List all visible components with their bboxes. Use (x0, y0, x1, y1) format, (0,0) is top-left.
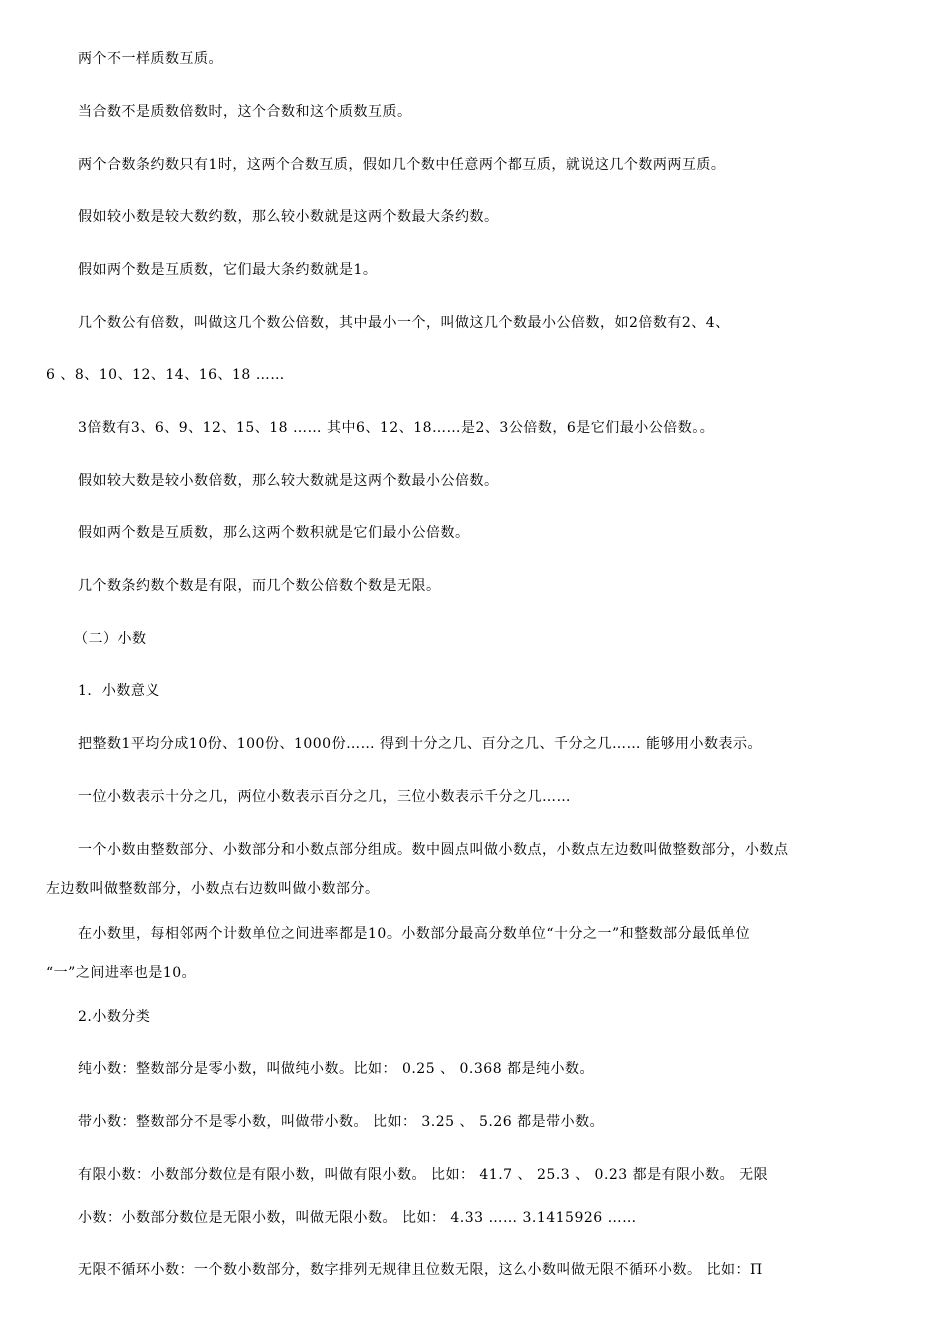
section-heading: （二）小数 (74, 631, 147, 647)
text-line: 假如较大数是较小数倍数，那么较大数就是这两个数最小公倍数。 (78, 473, 499, 489)
text-line: 几个数公有倍数，叫做这几个数公倍数，其中最小一个，叫做这几个数最小公倍数，如2倍数有2、4、 (78, 315, 730, 331)
text-line: 当合数不是质数倍数时，这个合数和这个质数互质。 (78, 104, 412, 120)
text-line: 假如两个数是互质数，它们最大条约数就是1。 (78, 262, 378, 278)
text-line: 带小数：整数部分不是零小数，叫做带小数。 比如： 3.25 、 5.26 都是带小数。 (78, 1114, 605, 1130)
text-line: 3倍数有3、6、9、12、15、18 …… 其中6、12、18……是2、3公倍数，6是它们最小公倍数。。 (78, 420, 715, 436)
text-line: 左边数叫做整数部分，小数点右边数叫做小数部分。 (46, 881, 380, 897)
text-line: 几个数条约数个数是有限，而几个数公倍数个数是无限。 (78, 578, 441, 594)
text-line: 6 、8、10、12、14、16、18 …… (46, 367, 285, 383)
text-line: 纯小数：整数部分是零小数，叫做纯小数。比如： 0.25 、 0.368 都是纯小数。 (78, 1061, 595, 1077)
text-line: 在小数里，每相邻两个计数单位之间进率都是10。小数部分最高分数单位“十分之一”和整数部分最低单位 (78, 926, 751, 942)
subsection-heading: 1．小数意义 (78, 683, 160, 699)
text-line: 两个不一样质数互质。 (78, 51, 223, 67)
subsection-heading: 2.小数分类 (78, 1009, 151, 1025)
text-line: 假如两个数是互质数，那么这两个数积就是它们最小公倍数。 (78, 525, 470, 541)
text-line: 把整数1平均分成10份、100份、1000份…… 得到十分之几、百分之几、千分之几…… 能够用小数表示。 (78, 736, 762, 752)
text-line: 两个合数条约数只有1时，这两个合数互质，假如几个数中任意两个都互质，就说这几个数两两互质。 (78, 157, 726, 173)
text-line: 无限不循环小数：一个数小数部分，数字排列无规律且位数无限，这么小数叫做无限不循环小数。 比如：Π (78, 1262, 763, 1278)
text-line: 有限小数：小数部分数位是有限小数，叫做有限小数。 比如： 41.7 、 25.3 、 0.23 都是有限小数。 无限 (78, 1167, 769, 1183)
text-line: 小数：小数部分数位是无限小数，叫做无限小数。 比如： 4.33 …… 3.1415926 …… (78, 1210, 637, 1226)
text-line: 一位小数表示十分之几，两位小数表示百分之几，三位小数表示千分之几…… (78, 789, 571, 805)
text-line: 假如较小数是较大数约数，那么较小数就是这两个数最大条约数。 (78, 209, 499, 225)
text-line: 一个小数由整数部分、小数部分和小数点部分组成。数中圆点叫做小数点，小数点左边数叫做整数部分，小数点 (78, 842, 789, 858)
text-line: “一”之间进率也是10。 (46, 965, 197, 981)
